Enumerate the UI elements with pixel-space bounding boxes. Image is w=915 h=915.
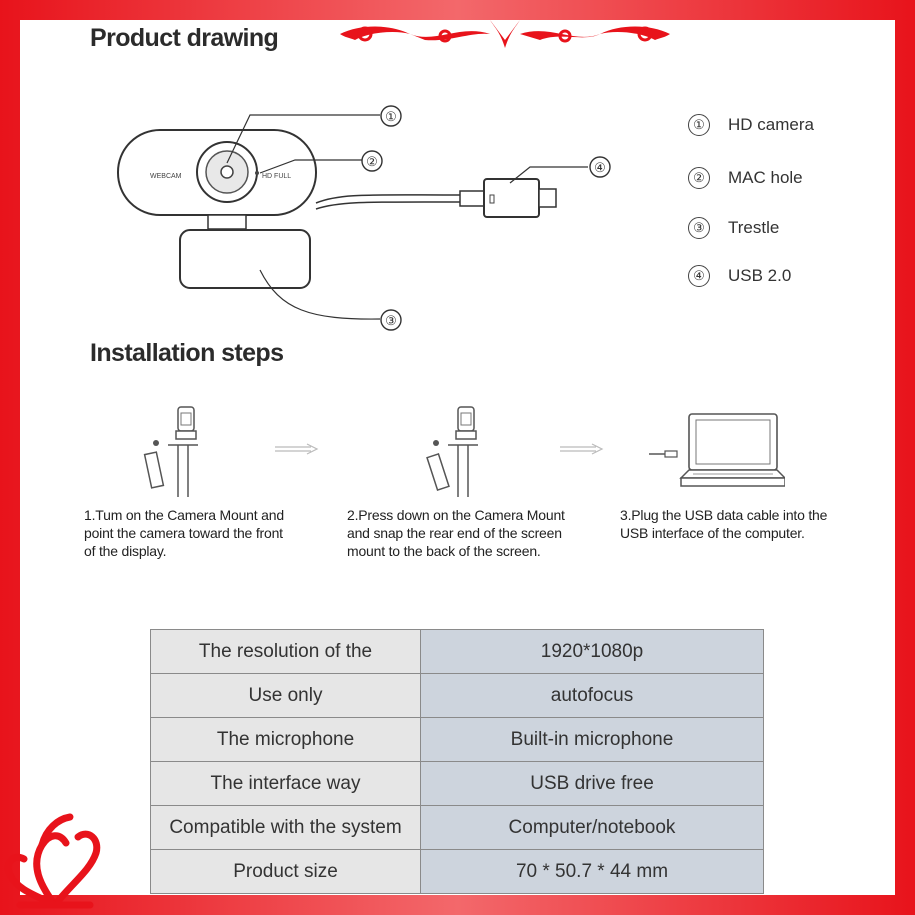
legend-number: ① [688, 114, 710, 136]
step-1-illustration [138, 405, 228, 500]
spec-value: USB drive free [421, 762, 764, 806]
laptop-icon [645, 410, 785, 495]
product-sheet [20, 20, 895, 895]
table-row [151, 718, 764, 762]
spec-key: The resolution of the [151, 630, 421, 674]
step-2-text: 2.Press down on the Camera Mount and snap the rear end of the screen mount to the back of the screen. [347, 507, 565, 559]
fleur-de-lis-icon [0, 805, 110, 915]
arrow-icon [275, 442, 320, 456]
legend-label: Trestle [728, 218, 780, 237]
table-row [151, 630, 764, 674]
ornament-scroll-icon [340, 20, 670, 65]
legend-label: HD camera [728, 115, 814, 134]
product-drawing-heading: Product drawing [90, 24, 279, 52]
table-row [151, 850, 764, 894]
step-2-illustration [418, 405, 508, 500]
spec-value: Built-in microphone [421, 718, 764, 762]
spec-table [150, 629, 764, 894]
spec-value: 70 * 50.7 * 44 mm [421, 850, 764, 894]
mac-hole-icon [255, 171, 259, 175]
legend-item-usb [688, 265, 791, 287]
spec-key: Compatible with the system [151, 806, 421, 850]
arrow-icon [560, 442, 605, 456]
callout-3: ③ [385, 313, 397, 328]
spec-value: Computer/notebook [421, 806, 764, 850]
table-row [151, 806, 764, 850]
legend-label: MAC hole [728, 168, 803, 187]
legend-number: ② [688, 167, 710, 189]
table-row [151, 762, 764, 806]
callout-1: ① [385, 109, 397, 124]
legend-label: USB 2.0 [728, 266, 792, 285]
usb-plug-shape [484, 179, 539, 217]
callout-2: ② [366, 154, 378, 169]
spec-key: Use only [151, 674, 421, 718]
spec-value: autofocus [421, 674, 764, 718]
spec-key: The interface way [151, 762, 421, 806]
spec-key: Product size [151, 850, 421, 894]
step-3-text: 3.Plug the USB data cable into the USB interface of the computer. [620, 507, 828, 541]
legend-number: ④ [688, 265, 710, 287]
installation-steps-heading: Installation steps [90, 339, 284, 367]
legend-number: ③ [688, 217, 710, 239]
webcam-drawing [110, 75, 630, 345]
legend-item-hd-camera [688, 114, 814, 136]
legend-item-mac-hole [688, 167, 803, 189]
legend-item-trestle [688, 217, 779, 239]
callout-4: ④ [594, 160, 606, 175]
camera-label-left: WEBCAM [150, 173, 182, 180]
table-row [151, 674, 764, 718]
spec-value: 1920*1080p [421, 630, 764, 674]
camera-label-right: HD FULL [262, 173, 292, 180]
trestle-shape [180, 230, 310, 288]
spec-key: The microphone [151, 718, 421, 762]
step-1-text: 1.Tum on the Camera Mount and point the camera toward the front of the display. [84, 507, 284, 559]
